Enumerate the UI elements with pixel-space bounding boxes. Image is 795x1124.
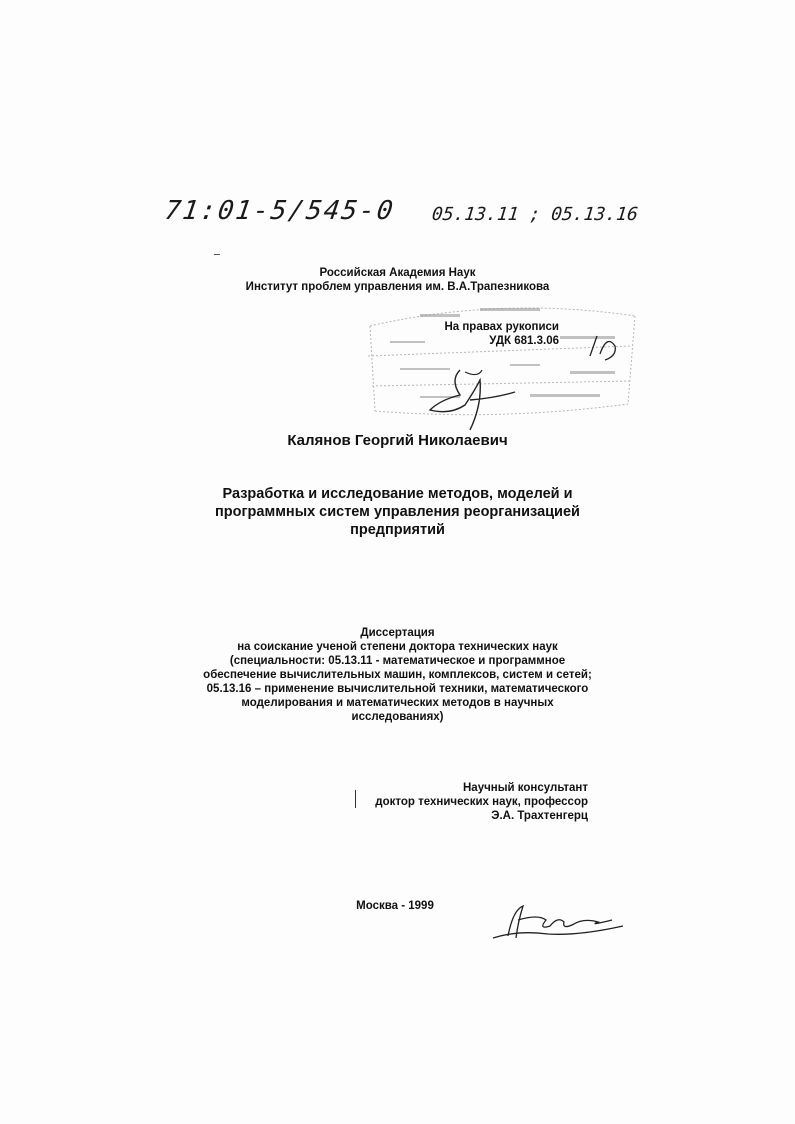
institute-name: Институт проблем управления им. В.А.Трапезникова: [245, 281, 550, 293]
consultant-name: Э.А. Трахтенгерц: [491, 810, 588, 822]
description-line: Диссертация: [360, 627, 435, 639]
consultant-degree: доктор технических наук, профессор: [375, 796, 588, 808]
description-line: моделирования и математических методов в научных: [241, 697, 554, 709]
title-line: программных систем управления реорганизацией: [215, 504, 580, 520]
description-line: (специальности: 05.13.11 - математическое и программное: [229, 655, 566, 667]
title-line: Разработка и исследование методов, моделей и: [222, 486, 573, 502]
title-line: предприятий: [350, 522, 445, 538]
author-name: Калянов Георгий Николаевич: [287, 432, 508, 449]
dash-mark: [214, 254, 220, 255]
dissertation-description: [170, 626, 625, 724]
handwritten-catalog-number: 71:01-5/545-0: [162, 196, 397, 226]
academy-name: Российская Академия Наук: [319, 267, 476, 279]
handwritten-specialty-codes: 05.13.11 ; 05.13.16: [430, 204, 640, 225]
description-line: исследованиях): [351, 711, 444, 723]
place-year: Москва - 1999: [356, 900, 434, 912]
description-line: 05.13.16 – применение вычислительной техники, математического: [206, 683, 589, 695]
manuscript-rights: На правах рукописи: [444, 321, 559, 333]
consultant-block: [375, 781, 588, 823]
udc-code: УДК 681.3.06: [489, 335, 559, 347]
description-line: обеспечение вычислительных машин, комплексов, систем и сетей;: [203, 669, 592, 681]
consultant-role: Научный консультант: [463, 782, 588, 794]
handwritten-mark: [585, 326, 625, 366]
manuscript-rights-block: [444, 320, 559, 348]
description-line: на соискание ученой степени доктора технических наук: [237, 641, 558, 653]
author-signature: [488, 900, 628, 946]
margin-line: [355, 790, 356, 808]
dissertation-title: [150, 485, 645, 539]
stamp-signature: [420, 360, 530, 440]
